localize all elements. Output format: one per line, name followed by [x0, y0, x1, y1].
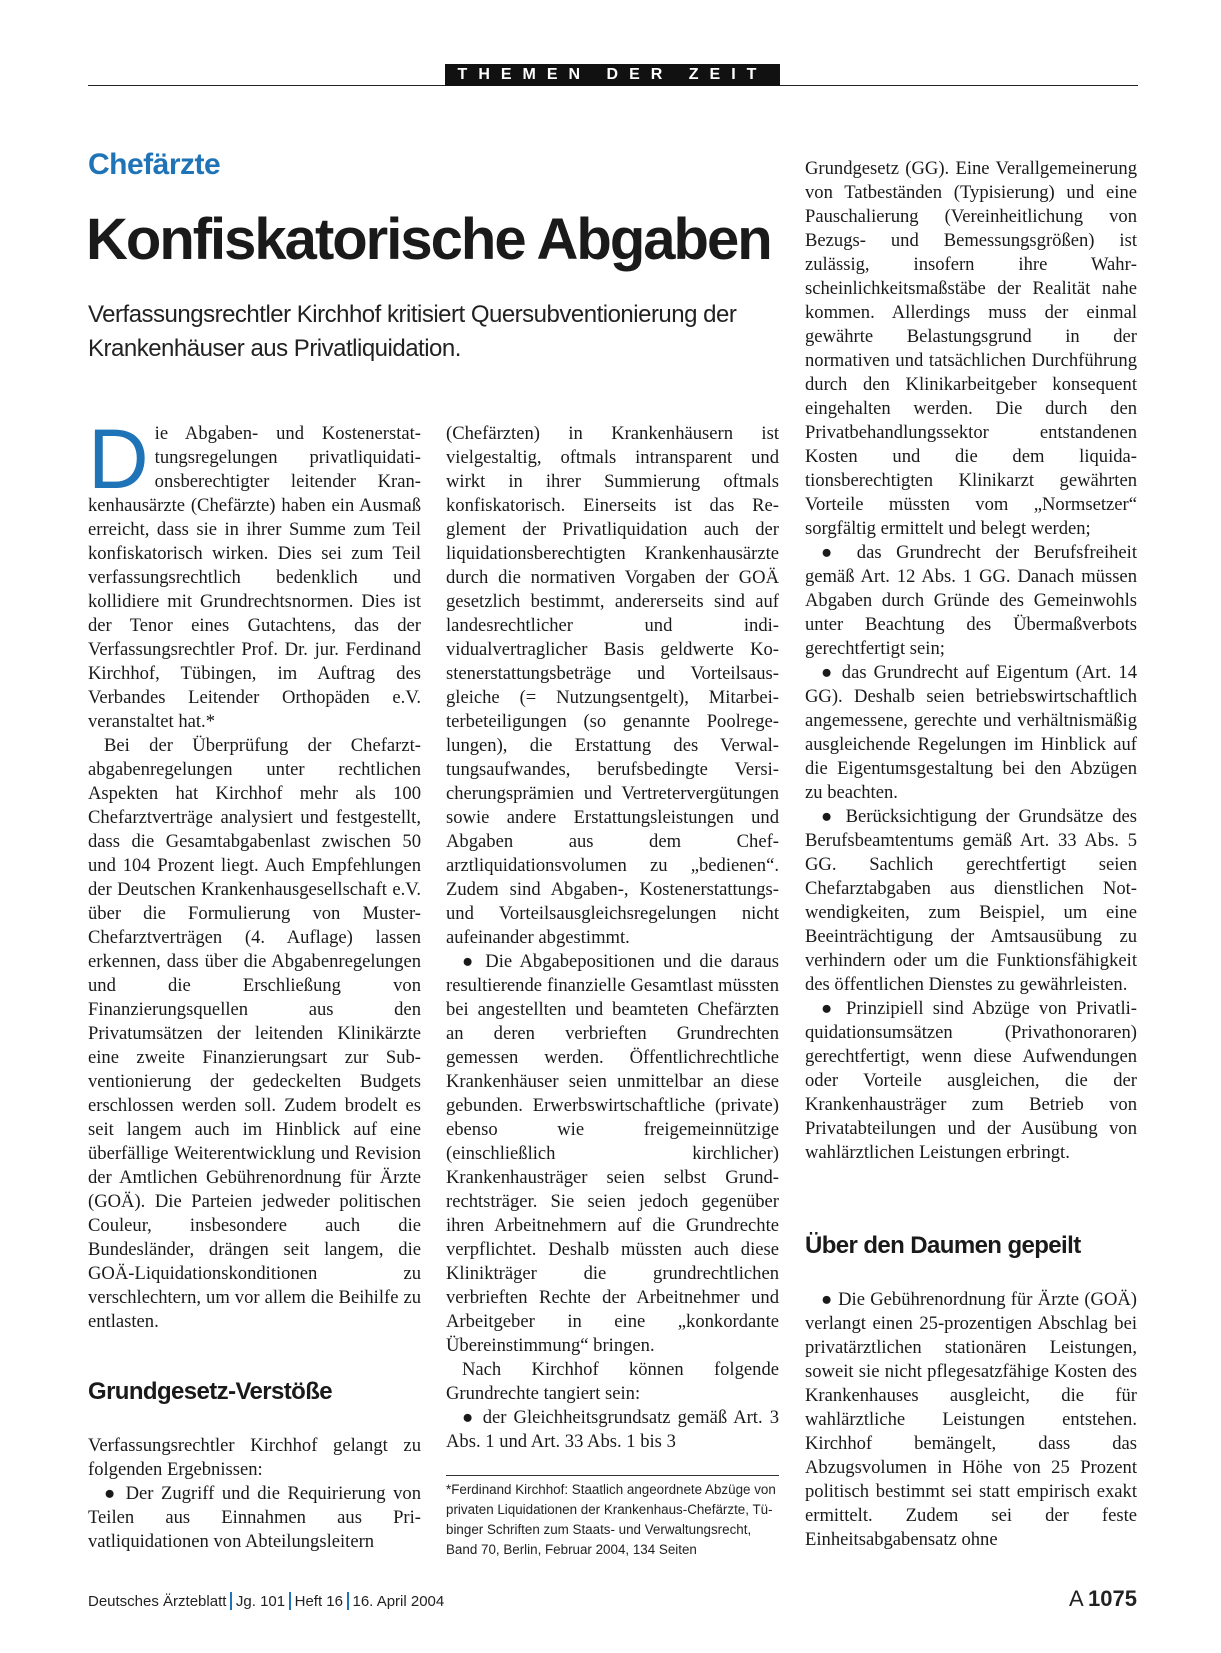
- footnote-rule: [446, 1475, 779, 1476]
- column-3: [805, 157, 1137, 1165]
- issue: Heft 16: [294, 1593, 343, 1610]
- column-3-continued: [805, 1288, 1137, 1552]
- separator: [347, 1592, 349, 1610]
- column-1-continued: [88, 1434, 421, 1554]
- bullet-paragraph: ● Prinzipiell sind Abzüge von Privatliquidationsumsätzen (Privathonoraren) gerechtfertigt, wenn diese Aufwendungen oder Vorteile ausgleichen, die der Krankenhausträger zum Betrieb von Privatabteilungen und der Ausübung von wahlärztlichen Leistungen erbringt.: [805, 998, 1137, 1163]
- paragraph: Nach Kirchhof können folgende Grundrechte tangiert sein:: [446, 1359, 779, 1404]
- paragraph: Verfassungsrechtler Kirchhof gelangt zu folgenden Ergebnissen:: [88, 1435, 421, 1480]
- drop-cap: D: [88, 412, 149, 506]
- column-2: [446, 422, 779, 1454]
- bullet-paragraph: ● das Grundrecht auf Eigentum (Art. 14 GG). Deshalb seien betriebswirtschaftlich angemessene, gerechte und verhältnismäßig ausgleichende Regelungen im Hinblick auf die Eigentumsgestaltung bei den Abzügen zu beachten.: [805, 662, 1137, 803]
- volume: Jg. 101: [235, 1593, 286, 1610]
- section-heading: Grundgesetz-Verstöße: [88, 1378, 333, 1405]
- article-subtitle: Verfassungsrechtler Kirchhof kritisiert Quersubventionierung der Krankenhäuser aus Privatliquidation.: [88, 301, 737, 362]
- section-heading: Über den Daumen gepeilt: [805, 1232, 1081, 1259]
- bullet-paragraph: ● Berücksichtigung der Grundsätze des Berufsbeamtentums gemäß Art. 33 Abs. 5 GG. Sachlich gerechtfertigt seien Chefarztabgaben aus dienstlichen Notwendigkeiten, zum Beispiel, um eine Beeinträchtigung der Amtsausübung zu verhindern oder um die Funktionsfähigkeit des öffentlichen Dienstes zu gewährleisten.: [805, 806, 1137, 995]
- paragraph-text: ie Abgaben- und Kostenerstattungsregelungen privatliquidationsberechtigter leitender Krankenhausärzte (Chefärzte) haben ein Ausmaß erreicht, dass sie in ihrer Summe zum Teil konfiskatorisch wirken. Dies sei zum Teil verfassungsrechtlich bedenklich und kollidiere mit Grundrechtsnormen. Dies ist der Tenor eines Gutachtens, das der Verfassungsrechtler Prof. Dr. jur. Ferdinand Kirchhof, Tübingen, im Auftrag des Verbandes Leitender Orthopäden e.V. veranstaltet hat.*: [88, 423, 421, 732]
- column-1: [88, 412, 421, 1334]
- bullet-paragraph: ● Der Zugriff und die Requirierung von Teilen aus Einnahmen aus Privatliquidationen von Abteilungsleitern: [88, 1483, 421, 1552]
- footer-citation: [88, 1592, 444, 1610]
- page-prefix: A: [1068, 1586, 1084, 1611]
- page-number: [1069, 1586, 1137, 1612]
- article-kicker: Chefärzte: [88, 148, 221, 181]
- bullet-paragraph: ● Die Abgabepositionen und die daraus resultierende finanzielle Gesamtlast müssten bei angestellten und beamteten Chefärzten an deren verbrieften Grundrechten gemessen werden. Öffentlichrechtliche Krankenhäuser seien unmittelbar an diese gebunden. Erwerbswirtschaftliche (private) ebenso wie freigemeinnützige (einschließlich kirchlicher) Krankenhausträger seien selbst Grundrechtsträger. Sie seien jedoch gegenüber ihren Arbeitnehmern auf die Grundrechte verpflichtet. Deshalb müssten auch diese Klinikträger die grundrechtlichen verbrieften Rechte der Arbeitnehmer und Arbeitgeber in eine „konkordante Übereinstimmung“ bringen.: [446, 951, 779, 1356]
- footnote: *Ferdinand Kirchhof: Staatlich angeordnete Abzüge von privaten Liquidationen der Krankenhaus-Chefärzte, Tübinger Schriften zum Staats- und Verwaltungsrecht, Band 70, Berlin, Februar 2004, 134 Seiten: [446, 1482, 776, 1557]
- bullet-paragraph: ● Die Gebührenordnung für Ärzte (GOÄ) verlangt einen 25-prozentigen Abschlag bei privatärztlichen stationären Leistungen, soweit sie nicht pflegesatzfähige Kosten des Krankenhauses ausgleicht, die für wahlärztliche Leistungen entstehen. Kirchhof bemängelt, dass das Abzugsvolumen in Höhe von 25 Prozent politisch bestimmt sei statt empirisch exakt ermittelt. Zudem sei der feste Einheitsabgabensatz ohne: [805, 1289, 1137, 1550]
- article-title: Konfiskatorische Abgaben: [86, 207, 771, 272]
- section-label: THEMEN DER ZEIT: [445, 64, 780, 86]
- paragraph: (Chefärzten) in Krankenhäusern ist vielgestaltig, oftmals intransparent und wirkt in ihrer Summierung oftmals konfiskatorisch. Einerseits ist das Reglement der Privatliquidation auch der liquidationsberechtigten Krankenhausärzte durch die normativen Vorgaben der GOÄ gesetzlich bestimmt, andererseits sind auf landesrechtlicher und individualvertraglicher Basis geldwerte Kostenerstattungsbeträge und Vorteilsausgleiche (= Nutzungsentgelt), Mitarbeiterbeteiligungen (so genannte Poolregelungen), die Erstattung des Verwaltungsaufwandes, berufsbedingte Versicherungsprämien und Vertretervergütungen sowie andere Erstattungsleistungen und Abgaben aus dem Chefarztliquidationsvolumen zu „bedienen“. Zudem sind Abgaben-, Kostenerstattungs- und Vorteilsausgleichsregelungen nicht aufeinander abgestimmt.: [446, 423, 779, 948]
- page-number-value: 1075: [1088, 1586, 1137, 1611]
- bullet-paragraph: ● der Gleichheitsgrundsatz gemäß Art. 3 Abs. 1 und Art. 33 Abs. 1 bis 3: [446, 1407, 779, 1452]
- paragraph: Bei der Überprüfung der Chefarztabgabenregelungen unter rechtlichen Aspekten hat Kirchhof mehr als 100 Chefarztverträge analysiert und festgestellt, dass die Gesamtabgabenlast zwischen 50 und 104 Prozent liegt. Auch Empfehlungen der Deutschen Krankenhausgesellschaft e.V. über die Formulierung von Muster-Chefarztverträgen (4. Auflage) lassen erkennen, dass über die Abgabenregelungen und die Erschließung von Finanzierungsquellen aus den Privatumsätzen der leitenden Klinikärzte eine zweite Finanzierungsart zur Subventionierung der gedeckelten Budgets erschlossen werden soll. Zudem brodelt es seit langem auch im Hinblick auf eine überfällige Weiterentwicklung und Revision der Amtlichen Gebührenordnung für Ärzte (GOÄ). Die Parteien jedweder politischen Couleur, insbesondere auch die Bundesländer, drängen seit langem, die GOÄ-Liquidationskonditionen zu verschlechtern, um vor allem die Beihilfe zu entlasten.: [88, 735, 421, 1332]
- paragraph: Grundgesetz (GG). Eine Verallgemeinerung von Tatbeständen (Typisierung) und eine Pauschalierung (Vereinheitlichung von Bezugs- und Bemessungsgrößen) ist zulässig, insofern ihre Wahrscheinlichkeitsmaßstäbe der Realität nahe kommen. Allerdings muss der einmal gewährte Belastungsgrund in der normativen und tatsächlichen Durchführung durch den Klinikarbeitgeber konsequent eingehalten werden. Die durch den Privatbehandlungssektor entstandenen Kosten und die dem liquidationsberechtigten Klinikarzt gewährten Vorteile müssten vom „Normsetzer“ sorgfältig ermittelt und belegt werden;: [805, 158, 1137, 539]
- separator: [230, 1592, 232, 1610]
- bullet-paragraph: ● das Grundrecht der Berufsfreiheit gemäß Art. 12 Abs. 1 GG. Danach müssen Abgaben durch Gründe des Gemeinwohls unter Beachtung des Übermaßverbots gerechtfertigt sein;: [805, 542, 1137, 659]
- paragraph: [88, 412, 421, 734]
- separator: [289, 1592, 291, 1610]
- issue-date: 16. April 2004: [352, 1593, 445, 1610]
- journal-name: Deutsches Ärzteblatt: [88, 1593, 227, 1610]
